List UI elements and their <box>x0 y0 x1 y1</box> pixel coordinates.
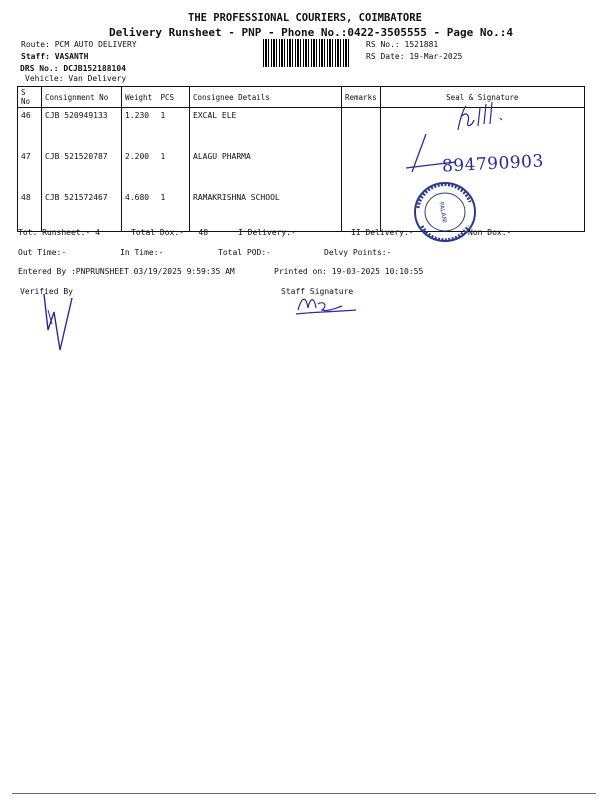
entered-by: Entered By :PNPRUNSHEET 03/19/2025 9:59:35 AM <box>18 267 235 276</box>
row-weight: 1.230 <box>122 108 158 150</box>
row-consignment: CJB 520949133 <box>42 108 122 150</box>
col-consignee: Consignee Details <box>190 87 342 108</box>
col-consignment: Consignment No <box>42 87 122 108</box>
col-seal: Seal & Signature <box>380 87 584 108</box>
col-weight: Weight <box>122 87 158 108</box>
row-remarks <box>342 108 381 150</box>
row-pcs: 1 <box>158 190 190 232</box>
col-remarks: Remarks <box>342 87 381 108</box>
row-consignment: CJB 521520787 <box>42 149 122 190</box>
row-consignee: EXCAL ELE <box>190 108 342 150</box>
row-weight: 4.680 <box>122 190 158 232</box>
row-pcs: 1 <box>158 108 190 150</box>
staff-label: Staff: VASANTH <box>21 52 89 61</box>
table-row <box>18 190 585 232</box>
rs-number: RS No.: 1521881 <box>366 40 439 49</box>
row-weight: 2.200 <box>122 149 158 190</box>
bottom-rule <box>12 793 596 794</box>
out-time: Out Time:- <box>18 248 67 257</box>
col-sno: S No <box>18 87 42 108</box>
printed-on: Printed on: 19-03-2025 10:10:55 <box>274 267 424 276</box>
row-sno: 47 <box>18 149 42 190</box>
total-runsheet: Tot. Runsheet:- 4 <box>18 228 100 237</box>
row-sno: 46 <box>18 108 42 150</box>
row-remarks <box>342 190 381 232</box>
delvy-points: Delvy Points:- <box>324 248 392 257</box>
runsheet-title: Delivery Runsheet - PNP - Phone No.:0422-3505555 - Page No.:4 <box>109 26 513 39</box>
i-delivery: I Delivery:- <box>238 228 296 237</box>
row-remarks <box>342 149 381 190</box>
verified-by-label: Verified By <box>20 287 73 296</box>
staff-signature-label: Staff Signature <box>281 287 354 296</box>
svg-text:PALANI: PALANI <box>437 201 448 224</box>
col-pcs: PCS <box>158 87 190 108</box>
row-sno: 48 <box>18 190 42 232</box>
row-pcs: 1 <box>158 149 190 190</box>
total-dox: Total Dox:- 48 <box>131 228 209 237</box>
staff-signature <box>292 290 362 318</box>
row-consignee: RAMAKRISHNA SCHOOL <box>190 190 342 232</box>
total-pod: Total POD:- <box>218 248 271 257</box>
vehicle-label: Vehicle: Van Delivery <box>25 74 127 83</box>
barcode <box>263 39 351 67</box>
row-seal <box>380 190 584 232</box>
non-dox: Non Dox:- <box>468 228 512 237</box>
row-consignee: ALAGU PHARMA <box>190 149 342 190</box>
handwritten-signature-46 <box>450 100 520 134</box>
row-consignment: CJB 521572467 <box>42 190 122 232</box>
company-name: THE PROFESSIONAL COURIERS, COIMBATORE <box>188 12 422 24</box>
in-time: In Time:- <box>120 248 164 257</box>
handwritten-phone: 894790903 <box>441 151 545 177</box>
drs-label: DRS No.: DCJB152188104 <box>20 64 126 73</box>
route-label: Route: PCM AUTO DELIVERY <box>21 40 137 49</box>
rs-date: RS Date: 19-Mar-2025 <box>366 52 463 61</box>
ii-delivery: II Delivery:- <box>351 228 414 237</box>
verified-signature <box>38 290 78 356</box>
